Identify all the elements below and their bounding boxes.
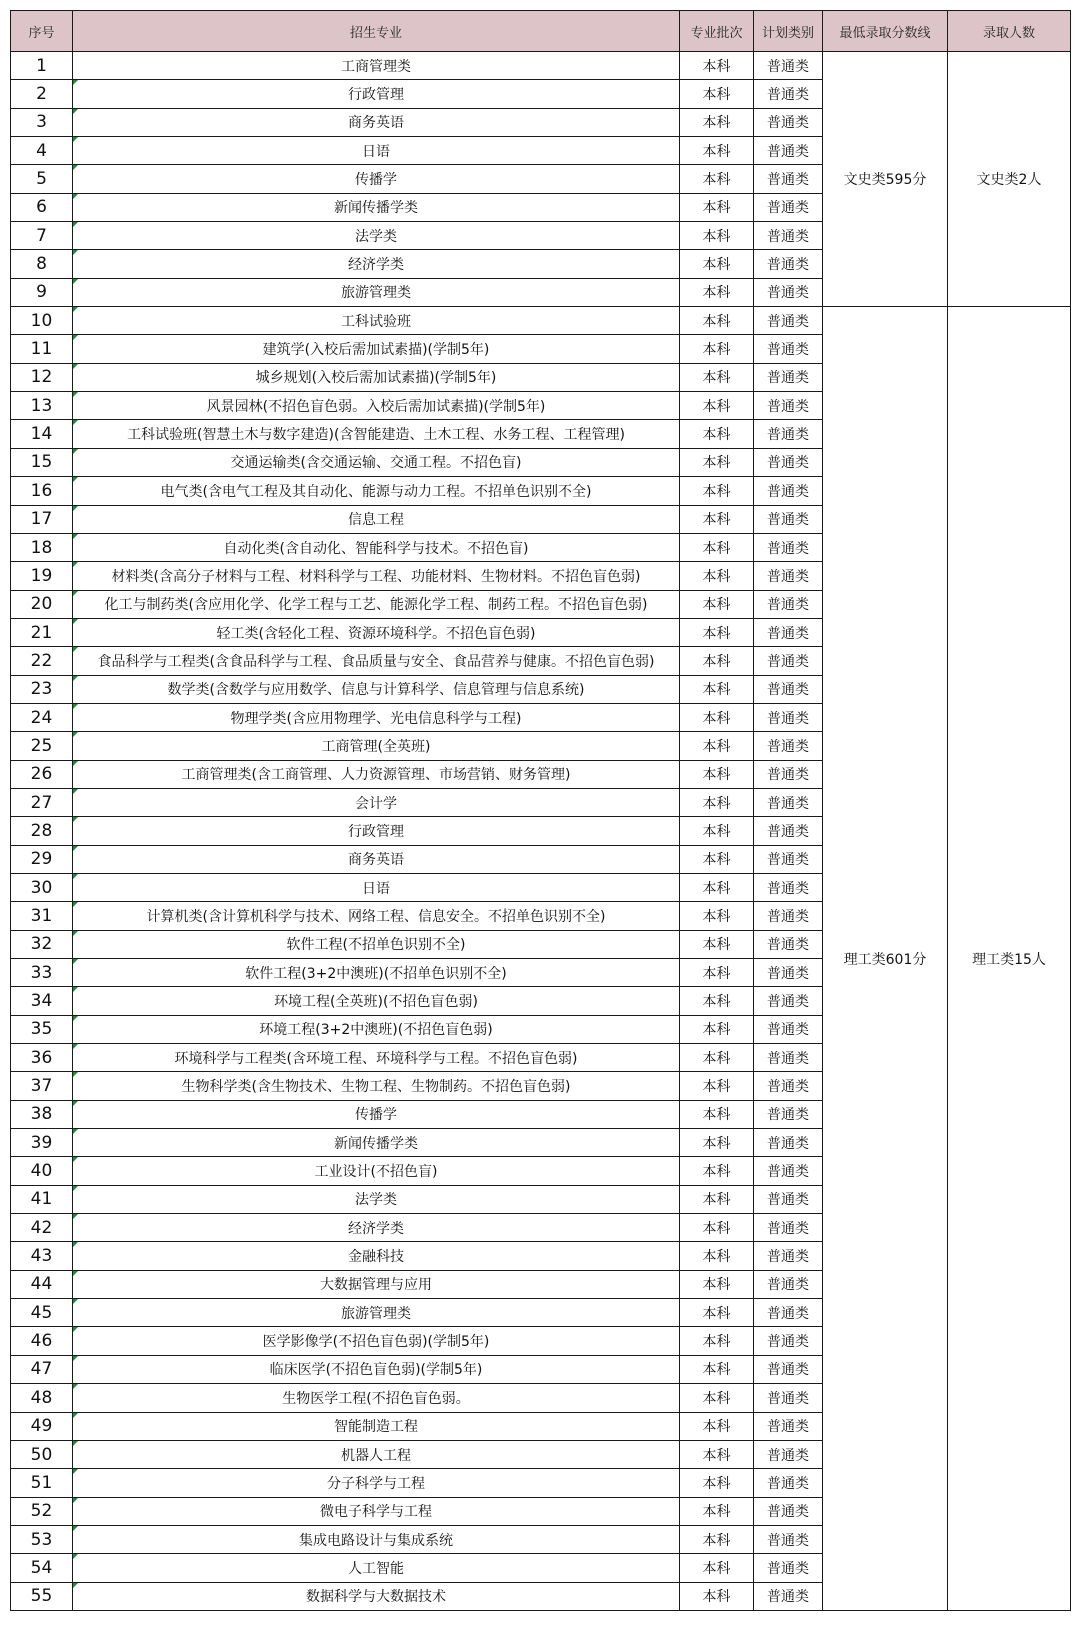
cell-indicator-icon [73, 335, 78, 340]
row-batch: 本科 [680, 165, 754, 193]
row-major: 计算机类(含计算机科学与技术、网络工程、信息安全。不招单色识别不全) [73, 902, 680, 930]
row-major: 软件工程(不招单色识别不全) [73, 930, 680, 958]
row-batch: 本科 [680, 1582, 754, 1610]
cell-indicator-icon [73, 80, 78, 85]
row-plan-type: 普通类 [754, 1100, 823, 1128]
row-batch: 本科 [680, 732, 754, 760]
row-plan-type: 普通类 [754, 1214, 823, 1242]
row-major: 环境科学与工程类(含环境工程、环境科学与工程。不招色盲色弱) [73, 1044, 680, 1072]
row-plan-type: 普通类 [754, 618, 823, 646]
cell-indicator-icon [73, 817, 78, 822]
row-index: 13 [11, 392, 73, 420]
row-index: 53 [11, 1525, 73, 1553]
row-plan-type: 普通类 [754, 1129, 823, 1157]
header-major: 招生专业 [73, 11, 680, 52]
row-batch: 本科 [680, 420, 754, 448]
row-plan-type: 普通类 [754, 930, 823, 958]
row-plan-type: 普通类 [754, 420, 823, 448]
row-index: 30 [11, 873, 73, 901]
row-index: 8 [11, 250, 73, 278]
row-plan-type: 普通类 [754, 675, 823, 703]
row-index: 16 [11, 477, 73, 505]
row-batch: 本科 [680, 618, 754, 646]
cell-indicator-icon [73, 874, 78, 879]
row-batch: 本科 [680, 1214, 754, 1242]
row-major: 医学影像学(不招色盲色弱)(学制5年) [73, 1327, 680, 1355]
row-batch: 本科 [680, 930, 754, 958]
cell-indicator-icon [73, 931, 78, 936]
row-plan-type: 普通类 [754, 363, 823, 391]
row-index: 47 [11, 1355, 73, 1383]
row-batch: 本科 [680, 1384, 754, 1412]
row-batch: 本科 [680, 902, 754, 930]
header-admitted: 录取人数 [948, 11, 1071, 52]
cell-indicator-icon [73, 1327, 78, 1332]
row-plan-type: 普通类 [754, 165, 823, 193]
row-index: 54 [11, 1554, 73, 1582]
row-plan-type: 普通类 [754, 703, 823, 731]
header-min-score: 最低录取分数线 [823, 11, 948, 52]
row-plan-type: 普通类 [754, 448, 823, 476]
row-plan-type: 普通类 [754, 477, 823, 505]
row-plan-type: 普通类 [754, 788, 823, 816]
cell-indicator-icon [73, 1498, 78, 1503]
row-index: 20 [11, 590, 73, 618]
cell-indicator-icon [73, 704, 78, 709]
row-major: 分子科学与工程 [73, 1469, 680, 1497]
row-batch: 本科 [680, 250, 754, 278]
row-major: 新闻传播学类 [73, 193, 680, 221]
row-index: 31 [11, 902, 73, 930]
row-plan-type: 普通类 [754, 80, 823, 108]
cell-indicator-icon [73, 307, 78, 312]
cell-indicator-icon [73, 1044, 78, 1049]
row-batch: 本科 [680, 1242, 754, 1270]
row-major: 会计学 [73, 788, 680, 816]
cell-indicator-icon [73, 647, 78, 652]
row-major: 智能制造工程 [73, 1412, 680, 1440]
cell-indicator-icon [73, 1554, 78, 1559]
row-index: 14 [11, 420, 73, 448]
row-index: 4 [11, 137, 73, 165]
row-plan-type: 普通类 [754, 1440, 823, 1468]
row-index: 25 [11, 732, 73, 760]
cell-indicator-icon [73, 1526, 78, 1531]
row-plan-type: 普通类 [754, 505, 823, 533]
row-plan-type: 普通类 [754, 959, 823, 987]
row-index: 41 [11, 1185, 73, 1213]
group-admitted: 文史类2人 [948, 52, 1071, 307]
header-batch: 专业批次 [680, 11, 754, 52]
row-batch: 本科 [680, 278, 754, 306]
row-plan-type: 普通类 [754, 1582, 823, 1610]
cell-indicator-icon [73, 1271, 78, 1276]
row-major: 机器人工程 [73, 1440, 680, 1468]
row-index: 36 [11, 1044, 73, 1072]
row-batch: 本科 [680, 1440, 754, 1468]
cell-indicator-icon [73, 1186, 78, 1191]
row-major: 软件工程(3+2中澳班)(不招单色识别不全) [73, 959, 680, 987]
cell-indicator-icon [73, 477, 78, 482]
row-batch: 本科 [680, 987, 754, 1015]
row-index: 21 [11, 618, 73, 646]
row-plan-type: 普通类 [754, 1015, 823, 1043]
cell-indicator-icon [73, 846, 78, 851]
row-major: 化工与制药类(含应用化学、化学工程与工艺、能源化学工程、制药工程。不招色盲色弱) [73, 590, 680, 618]
group-min-score: 理工类601分 [823, 307, 948, 1611]
row-plan-type: 普通类 [754, 533, 823, 561]
cell-indicator-icon [73, 1072, 78, 1077]
cell-indicator-icon [73, 987, 78, 992]
row-index: 34 [11, 987, 73, 1015]
row-major: 食品科学与工程类(含食品科学与工程、食品质量与安全、食品营养与健康。不招色盲色弱) [73, 647, 680, 675]
row-batch: 本科 [680, 1469, 754, 1497]
table-row [11, 52, 1071, 80]
row-index: 26 [11, 760, 73, 788]
row-major: 微电子科学与工程 [73, 1497, 680, 1525]
row-plan-type: 普通类 [754, 647, 823, 675]
cell-indicator-icon [73, 364, 78, 369]
row-major: 商务英语 [73, 845, 680, 873]
row-batch: 本科 [680, 562, 754, 590]
row-plan-type: 普通类 [754, 1242, 823, 1270]
row-plan-type: 普通类 [754, 278, 823, 306]
row-major: 轻工类(含轻化工程、资源环境科学。不招色盲色弱) [73, 618, 680, 646]
row-major: 行政管理 [73, 80, 680, 108]
cell-indicator-icon [73, 1469, 78, 1474]
row-batch: 本科 [680, 80, 754, 108]
row-index: 15 [11, 448, 73, 476]
cell-indicator-icon [73, 1129, 78, 1134]
row-plan-type: 普通类 [754, 108, 823, 136]
row-major: 建筑学(入校后需加试素描)(学制5年) [73, 335, 680, 363]
row-index: 32 [11, 930, 73, 958]
row-batch: 本科 [680, 533, 754, 561]
row-batch: 本科 [680, 675, 754, 703]
row-batch: 本科 [680, 1072, 754, 1100]
cell-indicator-icon [73, 109, 78, 114]
row-batch: 本科 [680, 392, 754, 420]
row-batch: 本科 [680, 1355, 754, 1383]
row-plan-type: 普通类 [754, 1525, 823, 1553]
row-index: 44 [11, 1270, 73, 1298]
group-admitted: 理工类15人 [948, 307, 1071, 1611]
row-batch: 本科 [680, 137, 754, 165]
row-index: 50 [11, 1440, 73, 1468]
row-plan-type: 普通类 [754, 760, 823, 788]
row-major: 传播学 [73, 165, 680, 193]
cell-indicator-icon [73, 959, 78, 964]
row-major: 集成电路设计与集成系统 [73, 1525, 680, 1553]
cell-indicator-icon [73, 137, 78, 142]
row-index: 33 [11, 959, 73, 987]
row-major: 工科试验班 [73, 307, 680, 335]
header-index: 序号 [11, 11, 73, 52]
row-major: 信息工程 [73, 505, 680, 533]
row-batch: 本科 [680, 1157, 754, 1185]
row-major: 日语 [73, 137, 680, 165]
cell-indicator-icon [73, 1214, 78, 1219]
row-batch: 本科 [680, 959, 754, 987]
cell-indicator-icon [73, 279, 78, 284]
row-plan-type: 普通类 [754, 1044, 823, 1072]
row-major: 物理学类(含应用物理学、光电信息科学与工程) [73, 703, 680, 731]
row-batch: 本科 [680, 108, 754, 136]
row-major: 工业设计(不招色盲) [73, 1157, 680, 1185]
row-plan-type: 普通类 [754, 1185, 823, 1213]
cell-indicator-icon [73, 562, 78, 567]
row-plan-type: 普通类 [754, 987, 823, 1015]
row-index: 42 [11, 1214, 73, 1242]
cell-indicator-icon [73, 591, 78, 596]
row-major: 传播学 [73, 1100, 680, 1128]
cell-indicator-icon [73, 1101, 78, 1106]
row-batch: 本科 [680, 1185, 754, 1213]
row-batch: 本科 [680, 1497, 754, 1525]
row-index: 22 [11, 647, 73, 675]
row-major: 大数据管理与应用 [73, 1270, 680, 1298]
row-plan-type: 普通类 [754, 1412, 823, 1440]
row-index: 28 [11, 817, 73, 845]
row-plan-type: 普通类 [754, 732, 823, 760]
row-index: 27 [11, 788, 73, 816]
row-major: 自动化类(含自动化、智能科学与技术。不招色盲) [73, 533, 680, 561]
row-batch: 本科 [680, 1044, 754, 1072]
row-major: 金融科技 [73, 1242, 680, 1270]
row-plan-type: 普通类 [754, 1355, 823, 1383]
cell-indicator-icon [73, 1242, 78, 1247]
row-plan-type: 普通类 [754, 873, 823, 901]
row-index: 55 [11, 1582, 73, 1610]
cell-indicator-icon [73, 1356, 78, 1361]
row-major: 经济学类 [73, 1214, 680, 1242]
admission-table-container [10, 10, 1071, 1611]
row-index: 35 [11, 1015, 73, 1043]
row-batch: 本科 [680, 1100, 754, 1128]
row-index: 18 [11, 533, 73, 561]
row-index: 1 [11, 52, 73, 80]
row-batch: 本科 [680, 1412, 754, 1440]
row-batch: 本科 [680, 1299, 754, 1327]
row-major: 数学类(含数学与应用数学、信息与计算科学、信息管理与信息系统) [73, 675, 680, 703]
cell-indicator-icon [73, 506, 78, 511]
row-batch: 本科 [680, 307, 754, 335]
row-index: 10 [11, 307, 73, 335]
cell-indicator-icon [73, 732, 78, 737]
row-batch: 本科 [680, 1015, 754, 1043]
row-batch: 本科 [680, 788, 754, 816]
row-plan-type: 普通类 [754, 902, 823, 930]
row-batch: 本科 [680, 590, 754, 618]
cell-indicator-icon [73, 1413, 78, 1418]
row-plan-type: 普通类 [754, 1497, 823, 1525]
row-index: 52 [11, 1497, 73, 1525]
table-header-row [11, 11, 1071, 52]
row-batch: 本科 [680, 1525, 754, 1553]
row-index: 23 [11, 675, 73, 703]
row-plan-type: 普通类 [754, 845, 823, 873]
row-plan-type: 普通类 [754, 590, 823, 618]
row-batch: 本科 [680, 873, 754, 901]
row-index: 7 [11, 222, 73, 250]
row-plan-type: 普通类 [754, 392, 823, 420]
row-major: 电气类(含电气工程及其自动化、能源与动力工程。不招单色识别不全) [73, 477, 680, 505]
row-major: 环境工程(全英班)(不招色盲色弱) [73, 987, 680, 1015]
row-plan-type: 普通类 [754, 335, 823, 363]
row-major: 交通运输类(含交通运输、交通工程。不招色盲) [73, 448, 680, 476]
row-plan-type: 普通类 [754, 1299, 823, 1327]
row-index: 29 [11, 845, 73, 873]
row-batch: 本科 [680, 1327, 754, 1355]
row-batch: 本科 [680, 335, 754, 363]
row-plan-type: 普通类 [754, 137, 823, 165]
row-plan-type: 普通类 [754, 52, 823, 80]
row-index: 40 [11, 1157, 73, 1185]
row-index: 2 [11, 80, 73, 108]
cell-indicator-icon [73, 392, 78, 397]
row-major: 临床医学(不招色盲色弱)(学制5年) [73, 1355, 680, 1383]
row-index: 48 [11, 1384, 73, 1412]
row-major: 日语 [73, 873, 680, 901]
row-batch: 本科 [680, 1554, 754, 1582]
row-major: 经济学类 [73, 250, 680, 278]
group-min-score: 文史类595分 [823, 52, 948, 307]
row-index: 12 [11, 363, 73, 391]
row-major: 工商管理(全英班) [73, 732, 680, 760]
row-index: 5 [11, 165, 73, 193]
row-major: 人工智能 [73, 1554, 680, 1582]
cell-indicator-icon [73, 619, 78, 624]
row-major: 商务英语 [73, 108, 680, 136]
row-major: 新闻传播学类 [73, 1129, 680, 1157]
row-plan-type: 普通类 [754, 562, 823, 590]
row-index: 46 [11, 1327, 73, 1355]
row-plan-type: 普通类 [754, 307, 823, 335]
row-batch: 本科 [680, 477, 754, 505]
row-index: 24 [11, 703, 73, 731]
header-plan-type: 计划类别 [754, 11, 823, 52]
row-major: 城乡规划(入校后需加试素描)(学制5年) [73, 363, 680, 391]
row-plan-type: 普通类 [754, 250, 823, 278]
row-index: 37 [11, 1072, 73, 1100]
cell-indicator-icon [73, 1016, 78, 1021]
row-index: 6 [11, 193, 73, 221]
row-batch: 本科 [680, 760, 754, 788]
row-major: 工商管理类 [73, 52, 680, 80]
row-batch: 本科 [680, 448, 754, 476]
cell-indicator-icon [73, 789, 78, 794]
cell-indicator-icon [73, 194, 78, 199]
cell-indicator-icon [73, 1299, 78, 1304]
row-major: 生物医学工程(不招色盲色弱。 [73, 1384, 680, 1412]
row-plan-type: 普通类 [754, 1157, 823, 1185]
row-index: 49 [11, 1412, 73, 1440]
row-batch: 本科 [680, 363, 754, 391]
row-index: 43 [11, 1242, 73, 1270]
row-plan-type: 普通类 [754, 817, 823, 845]
row-batch: 本科 [680, 222, 754, 250]
row-major: 法学类 [73, 1185, 680, 1213]
row-batch: 本科 [680, 52, 754, 80]
row-plan-type: 普通类 [754, 1327, 823, 1355]
row-batch: 本科 [680, 505, 754, 533]
row-major: 工商管理类(含工商管理、人力资源管理、市场营销、财务管理) [73, 760, 680, 788]
row-major: 旅游管理类 [73, 278, 680, 306]
row-index: 45 [11, 1299, 73, 1327]
row-index: 17 [11, 505, 73, 533]
cell-indicator-icon [73, 250, 78, 255]
table-row [11, 307, 1071, 335]
cell-indicator-icon [73, 902, 78, 907]
row-index: 9 [11, 278, 73, 306]
cell-indicator-icon [73, 449, 78, 454]
row-major: 风景园林(不招色盲色弱。入校后需加试素描)(学制5年) [73, 392, 680, 420]
cell-indicator-icon [73, 1157, 78, 1162]
row-index: 11 [11, 335, 73, 363]
row-batch: 本科 [680, 703, 754, 731]
row-index: 38 [11, 1100, 73, 1128]
row-plan-type: 普通类 [754, 1072, 823, 1100]
row-major: 旅游管理类 [73, 1299, 680, 1327]
cell-indicator-icon [73, 761, 78, 766]
row-index: 39 [11, 1129, 73, 1157]
cell-indicator-icon [73, 676, 78, 681]
row-plan-type: 普通类 [754, 222, 823, 250]
row-batch: 本科 [680, 193, 754, 221]
cell-indicator-icon [73, 420, 78, 425]
row-batch: 本科 [680, 1129, 754, 1157]
cell-indicator-icon [73, 1441, 78, 1446]
row-batch: 本科 [680, 1270, 754, 1298]
row-batch: 本科 [680, 845, 754, 873]
row-major: 行政管理 [73, 817, 680, 845]
row-plan-type: 普通类 [754, 1270, 823, 1298]
row-major: 环境工程(3+2中澳班)(不招色盲色弱) [73, 1015, 680, 1043]
row-plan-type: 普通类 [754, 1469, 823, 1497]
row-batch: 本科 [680, 647, 754, 675]
row-index: 51 [11, 1469, 73, 1497]
row-index: 19 [11, 562, 73, 590]
cell-indicator-icon [73, 165, 78, 170]
row-plan-type: 普通类 [754, 1554, 823, 1582]
cell-indicator-icon [73, 1384, 78, 1389]
cell-indicator-icon [73, 1583, 78, 1588]
row-major: 生物科学类(含生物技术、生物工程、生物制药。不招色盲色弱) [73, 1072, 680, 1100]
row-major: 数据科学与大数据技术 [73, 1582, 680, 1610]
table-body [11, 52, 1071, 1611]
row-major: 法学类 [73, 222, 680, 250]
row-major: 工科试验班(智慧土木与数字建造)(含智能建造、土木工程、水务工程、工程管理) [73, 420, 680, 448]
row-index: 3 [11, 108, 73, 136]
row-major: 材料类(含高分子材料与工程、材料科学与工程、功能材料、生物材料。不招色盲色弱) [73, 562, 680, 590]
row-plan-type: 普通类 [754, 193, 823, 221]
admission-table [10, 10, 1071, 1611]
row-plan-type: 普通类 [754, 1384, 823, 1412]
cell-indicator-icon [73, 534, 78, 539]
row-batch: 本科 [680, 817, 754, 845]
cell-indicator-icon [73, 222, 78, 227]
